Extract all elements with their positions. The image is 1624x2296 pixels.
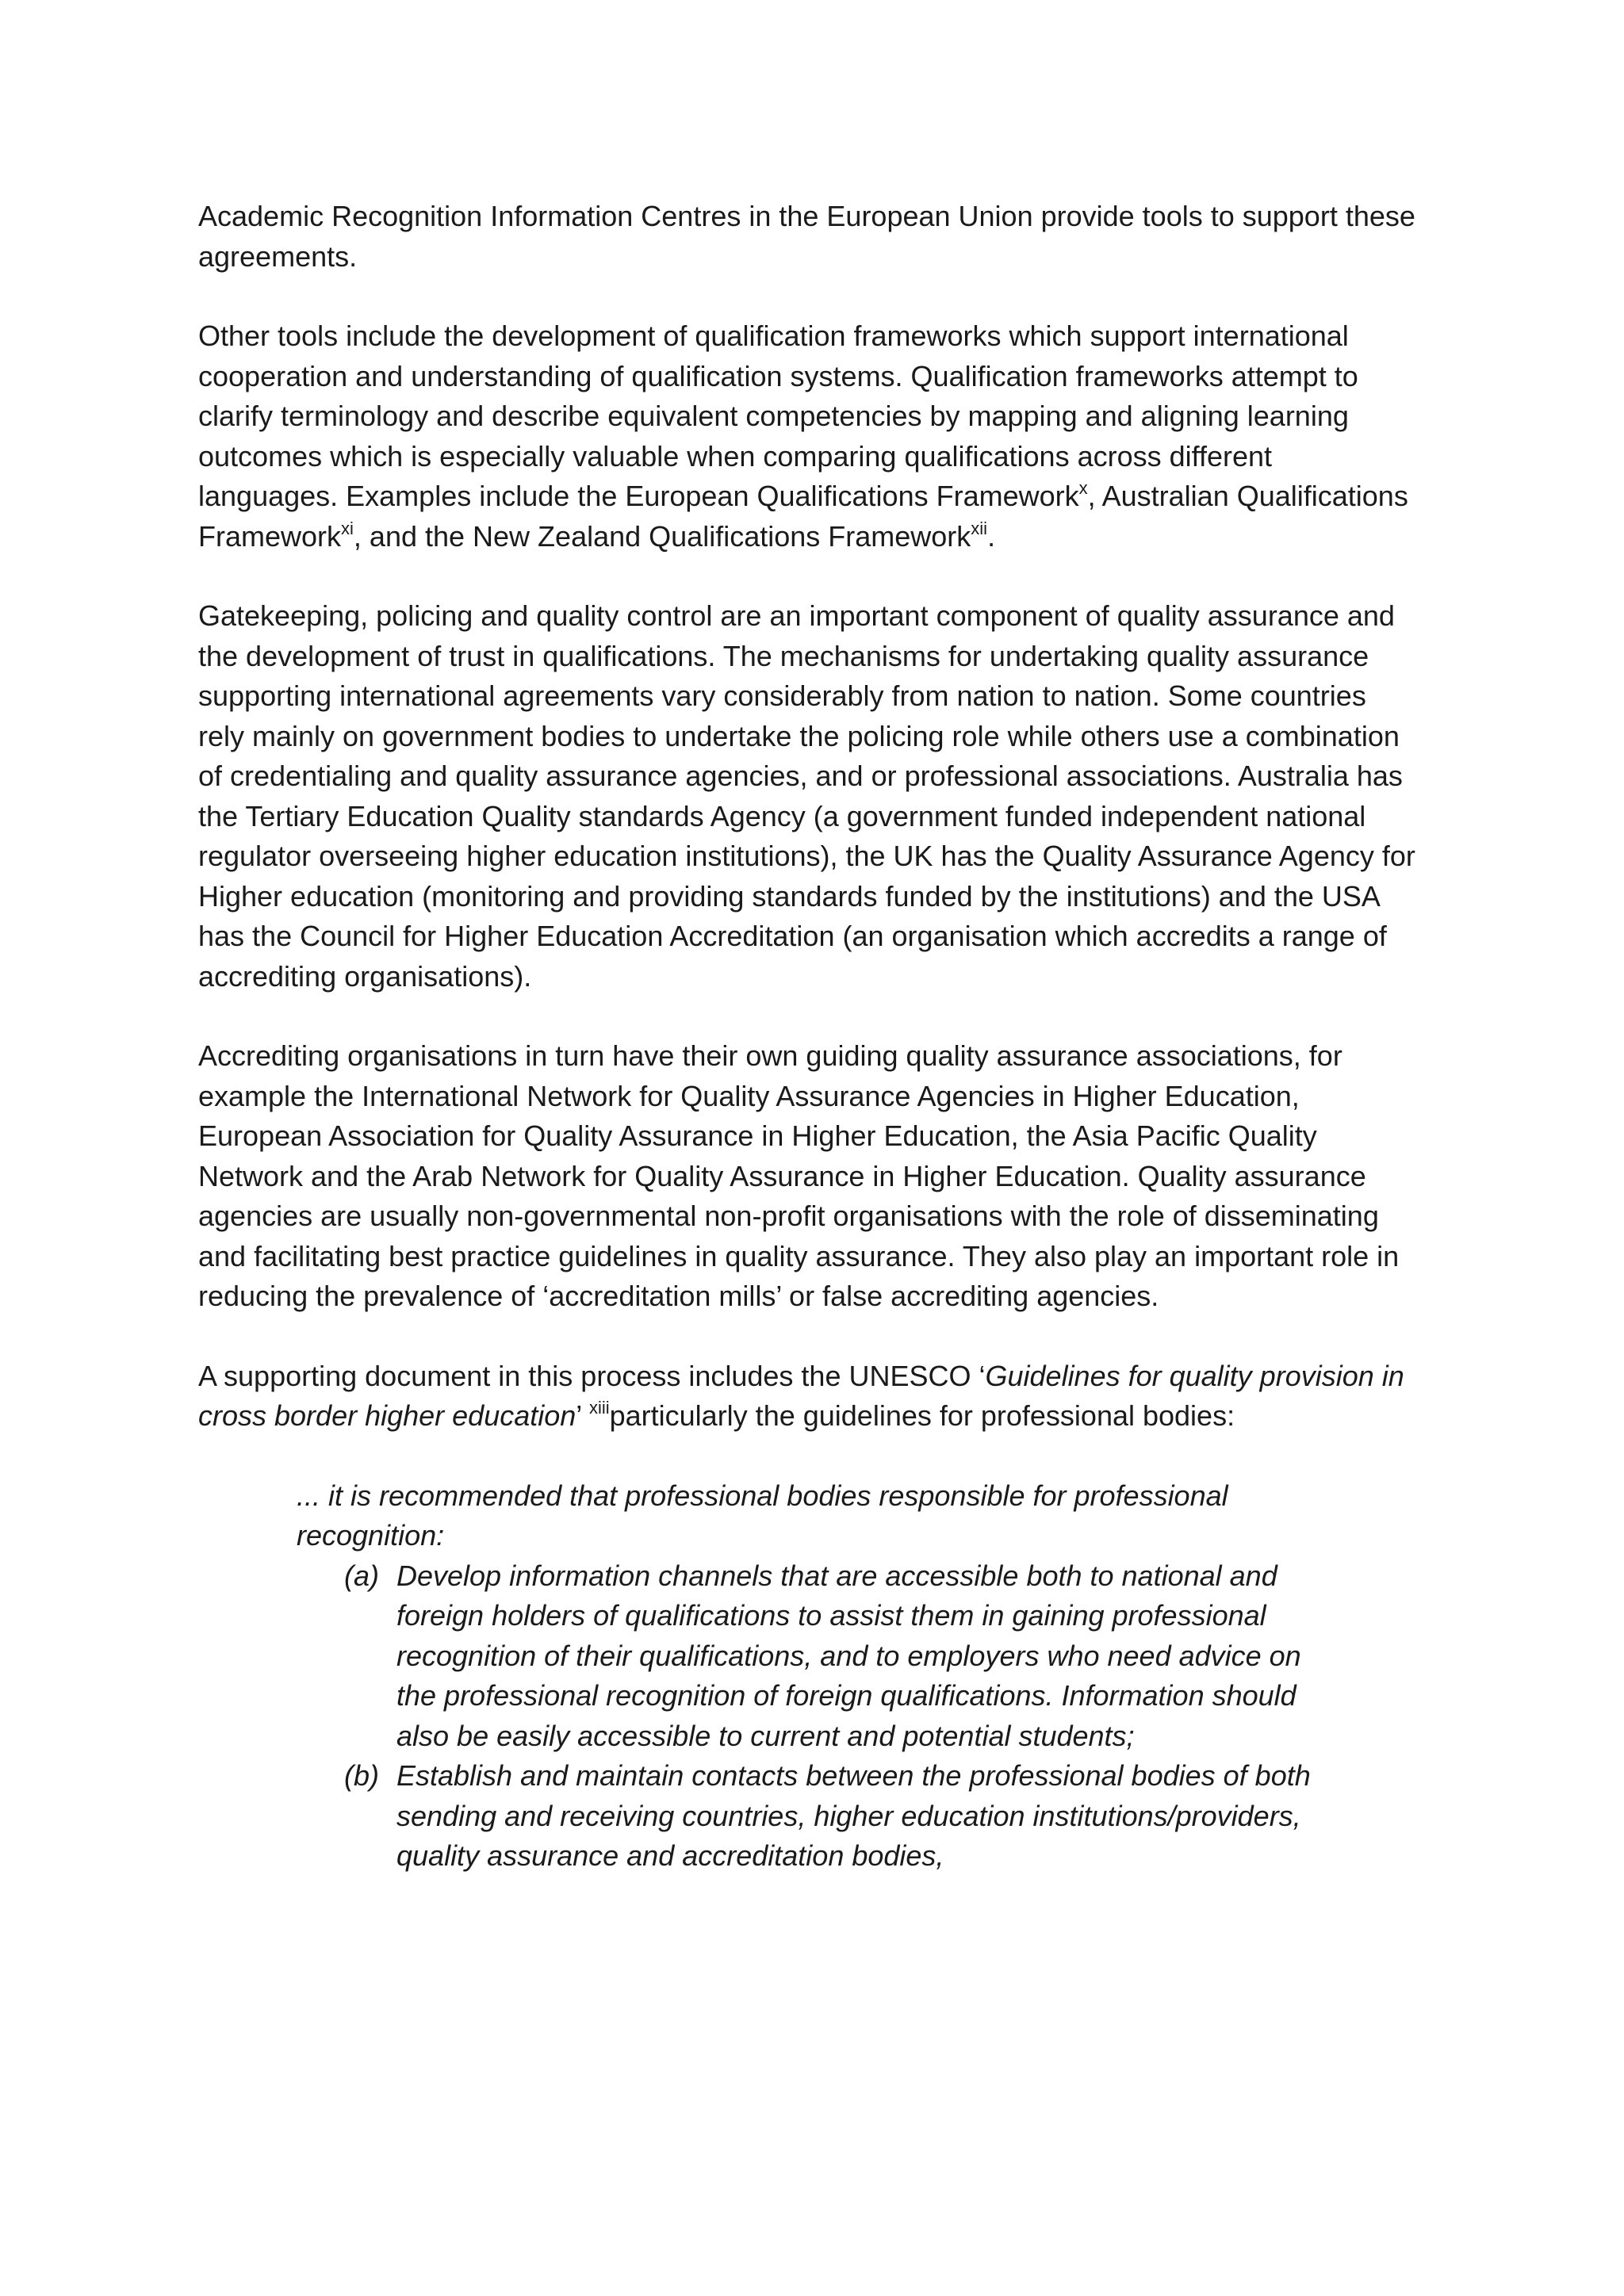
paragraph-text: ’ xyxy=(576,1399,589,1432)
footnote-ref-xi[interactable]: xi xyxy=(341,518,354,538)
paragraph-text: A supporting document in this process includes the UNESCO ‘ xyxy=(198,1359,986,1392)
quote-intro: ... it is recommended that professional bodies responsible for professional recognition: xyxy=(297,1479,1228,1552)
list-item-text: Establish and maintain contacts between the professional bodies of both sending and receiving countries, higher education institutions/providers, quality assurance and accreditation bodies, xyxy=(396,1759,1311,1872)
paragraph-unesco-guidelines xyxy=(198,1357,1419,1437)
paragraph-accrediting-organisations: Accrediting organisations in turn have their own guiding quality assurance associations, for example the International Network for Quality Assurance Agencies in Higher Education, European Association for Quality Assurance in Higher Education, the Asia Pacific Quality Network and the Arab Network for Quality Assurance in Higher Education. Quality assurance agencies are usually non-governmental non-profit organisations with the role of disseminating and facilitating best practice guidelines in quality assurance. They also play an important role in reducing the prevalence of ‘accreditation mills’ or false accrediting agencies. xyxy=(198,1039,1400,1312)
list-item xyxy=(344,1756,1320,1877)
list-item xyxy=(344,1556,1320,1757)
footnote-ref-xiii[interactable]: xiii xyxy=(588,1398,610,1418)
list-item-text: Develop information channels that are accessible both to national and foreign holders of qualifications to assist them in gaining professional recognition of their qualifications, and to employers who need advice on the professional recognition of foreign qualifications. Information should also be easily accessible to current and potential students; xyxy=(396,1559,1301,1752)
paragraph-arics: Academic Recognition Information Centres in the European Union provide tools to support these agreements. xyxy=(198,200,1415,273)
document-page xyxy=(198,197,1419,1877)
paragraph-gatekeeping: Gatekeeping, policing and quality control are an important component of quality assurance and the development of trust in qualifications. The mechanisms for undertaking quality assurance supporting international agreements vary considerably from nation to nation. Some countries rely mainly on government bodies to undertake the policing role while others use a combination of credentialing and quality assurance agencies, and or professional associations. Australia has the Tertiary Education Quality standards Agency (a government funded independent national regulator overseeing higher education institutions), the UK has the Quality Assurance Agency for Higher education (monitoring and providing standards funded by the institutions) and the USA has the Council for Higher Education Accreditation (an organisation which accredits a range of accrediting organisations). xyxy=(198,599,1415,993)
paragraph-qualification-frameworks xyxy=(198,316,1419,557)
footnote-ref-x[interactable]: x xyxy=(1078,478,1088,498)
block-quote xyxy=(297,1476,1320,1877)
paragraph-text: . xyxy=(987,519,996,553)
paragraph-text: , and the New Zealand Qualifications Framework xyxy=(353,519,971,553)
paragraph-text: , Australian Qualifications Framework xyxy=(198,480,1408,553)
list-marker: (b) xyxy=(344,1759,379,1792)
paragraph-text: particularly the guidelines for professional bodies: xyxy=(609,1399,1235,1432)
guidelines-title: Guidelines for quality provision in cross border higher education xyxy=(198,1359,1404,1432)
footnote-ref-xii[interactable]: xii xyxy=(971,518,988,538)
list-marker: (a) xyxy=(344,1559,379,1592)
paragraph-text: Other tools include the development of qualification frameworks which support international cooperation and understanding of qualification systems. Qualification frameworks attempt to clarify terminology and describe equivalent competencies by mapping and aligning learning outcomes which is especially valuable when comparing qualifications across different languages. Examples include the European Qualifications Framework xyxy=(198,320,1358,512)
